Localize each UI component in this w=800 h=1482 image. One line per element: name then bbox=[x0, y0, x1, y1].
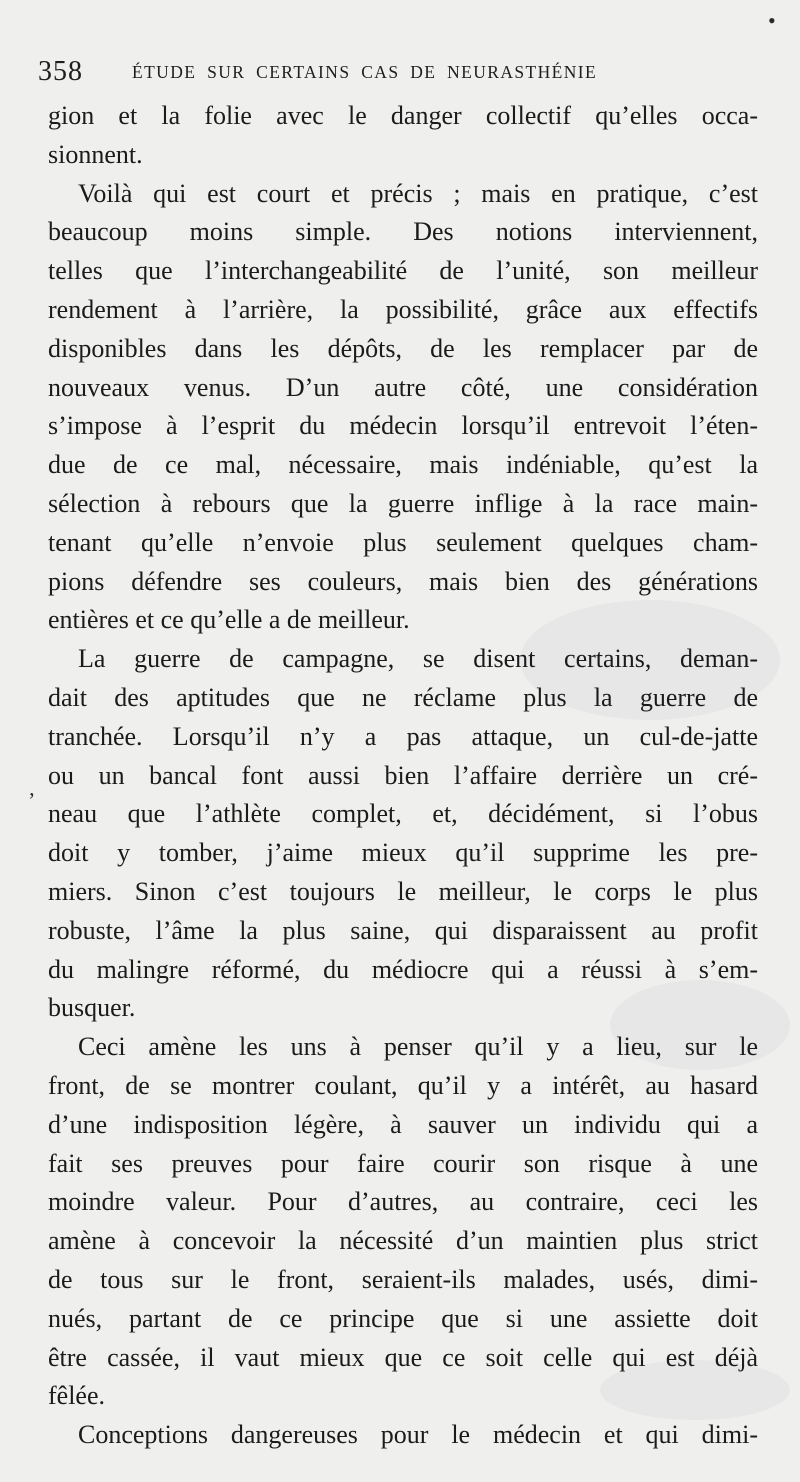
text-line: tenant qu’elle n’envoie plus seulement quelques cham- bbox=[48, 527, 758, 557]
text-line: dait des aptitudes que ne réclame plus la guerre de bbox=[48, 682, 758, 712]
text-line: Ceci amène les uns à penser qu’il y a lieu, sur le bbox=[78, 1032, 758, 1062]
text-line: La guerre de campagne, se disent certains, deman- bbox=[78, 644, 758, 674]
text-line: s’impose à l’esprit du médecin lorsqu’il entrevoit l’éten- bbox=[48, 411, 758, 441]
text-line: front, de se montrer coulant, qu’il y a intérêt, au hasard bbox=[48, 1070, 758, 1100]
text-line: tranchée. Lorsqu’il n’y a pas attaque, un cul-de-jatte bbox=[48, 721, 758, 751]
text-line: doit y tomber, j’aime mieux qu’il supprime les pre- bbox=[48, 838, 758, 868]
text-line: pions défendre ses couleurs, mais bien des générations bbox=[48, 566, 758, 596]
text-line: neau que l’athlète complet, et, décidément, si l’obus bbox=[48, 799, 758, 829]
text-line: moindre valeur. Pour d’autres, au contraire, ceci les bbox=[48, 1187, 758, 1217]
text-line: miers. Sinon c’est toujours le meilleur, le corps le plus bbox=[48, 876, 758, 906]
text-line: du malingre réformé, du médiocre qui a réussi à s’em- bbox=[48, 954, 758, 984]
text-line: beaucoup moins simple. Des notions interviennent, bbox=[48, 217, 758, 247]
running-head bbox=[38, 56, 758, 92]
text-line: entières et ce qu’elle a de meilleur. bbox=[48, 605, 410, 635]
text-line: nués, partant de ce principe que si une assiette doit bbox=[48, 1303, 758, 1333]
body-text bbox=[48, 97, 758, 1455]
text-line: disponibles dans les dépôts, de les remplacer par de bbox=[48, 333, 758, 363]
running-title: ÉTUDE SUR CERTAINS CAS DE NEURASTHÉNIE bbox=[132, 62, 598, 82]
text-line: robuste, l’âme la plus saine, qui disparaissent au profit bbox=[48, 915, 758, 945]
text-line: fêlée. bbox=[48, 1381, 106, 1411]
text-line: sionnent. bbox=[48, 139, 143, 169]
text-line: de tous sur le front, seraient-ils malades, usés, dimi- bbox=[48, 1264, 758, 1294]
text-line: Voilà qui est court et précis ; mais en pratique, c’est bbox=[78, 178, 758, 208]
text-line: fait ses preuves pour faire courir son risque à une bbox=[48, 1148, 758, 1178]
text-line: due de ce mal, nécessaire, mais indéniable, qu’est la bbox=[48, 450, 758, 480]
text-line: Conceptions dangereuses pour le médecin et qui dimi- bbox=[78, 1420, 758, 1450]
text-line: telles que l’interchangeabilité de l’unité, son meilleur bbox=[48, 256, 758, 286]
text-line: ou un bancal font aussi bien l’affaire derrière un cré- bbox=[48, 760, 758, 790]
margin-dot: • bbox=[768, 8, 776, 33]
text-line: d’une indisposition légère, à sauver un individu qui a bbox=[48, 1109, 758, 1139]
text-line: amène à concevoir la nécessité d’un maintien plus strict bbox=[48, 1226, 758, 1256]
page-number: 358 bbox=[38, 56, 83, 87]
text-line: busquer. bbox=[48, 993, 136, 1023]
text-line: être cassée, il vaut mieux que ce soit celle qui est déjà bbox=[48, 1342, 758, 1372]
text-line: rendement à l’arrière, la possibilité, grâce aux effectifs bbox=[48, 294, 758, 324]
text-line: nouveaux venus. D’un autre côté, une considération bbox=[48, 372, 758, 402]
margin-tick: ʼ bbox=[28, 788, 36, 813]
text-line: sélection à rebours que la guerre inflige à la race main- bbox=[48, 488, 758, 518]
text-line: gion et la folie avec le danger collectif qu’elles occa- bbox=[48, 101, 758, 130]
